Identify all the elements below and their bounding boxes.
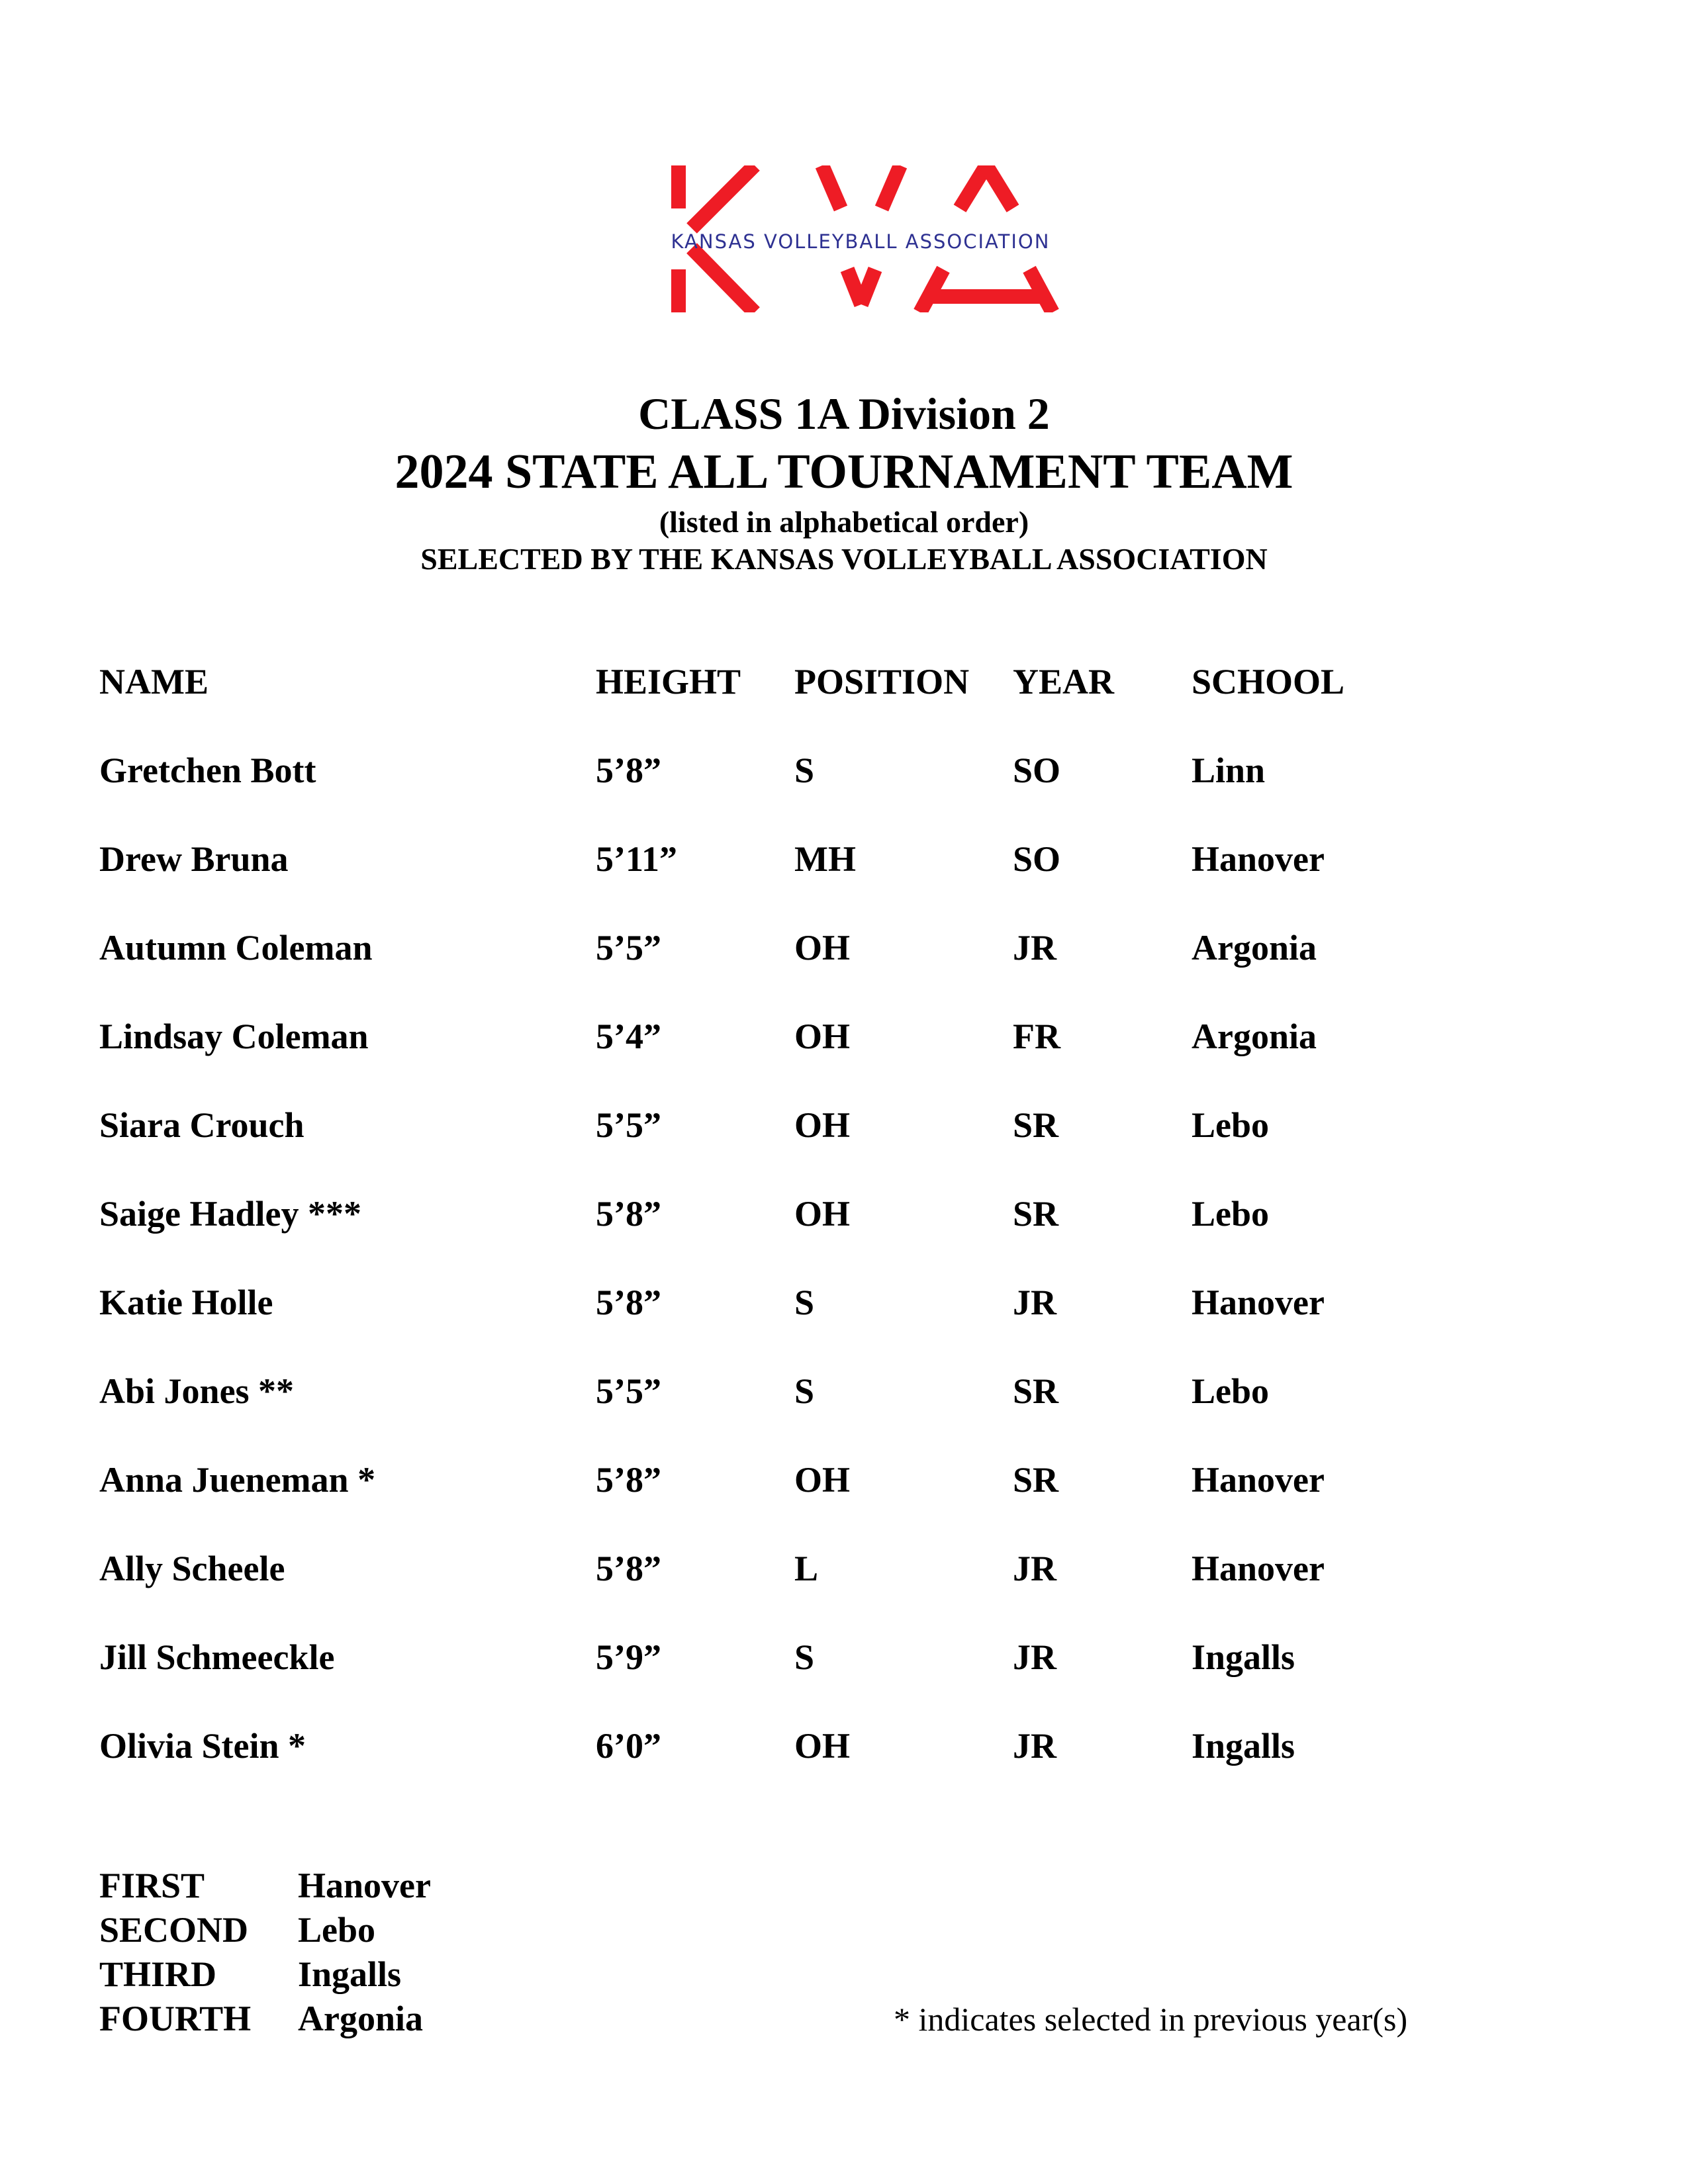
player-name: Siara Crouch: [99, 1105, 305, 1145]
player-position: OH: [794, 1105, 851, 1145]
player-year: FR: [1013, 1017, 1060, 1056]
player-height: 5’8”: [596, 1549, 661, 1588]
player-name: Abi Jones **: [99, 1371, 295, 1411]
player-year: JR: [1013, 928, 1056, 968]
player-position: MH: [794, 839, 856, 879]
player-school: Argonia: [1192, 1017, 1317, 1056]
player-year: JR: [1013, 1549, 1056, 1588]
player-position: L: [794, 1549, 819, 1588]
player-height: 5’8”: [596, 751, 661, 790]
player-name: Lindsay Coleman: [99, 1017, 369, 1056]
player-height: 5’9”: [596, 1637, 661, 1677]
player-name: Ally Scheele: [99, 1549, 285, 1588]
placement-label: FIRST: [99, 1866, 205, 1905]
logo-org-name: KANSAS VOLLEYBALL ASSOCIATION: [671, 230, 1051, 253]
player-position: OH: [794, 928, 851, 968]
player-name: Anna Jueneman *: [99, 1460, 376, 1500]
header-school: SCHOOL: [1192, 662, 1345, 702]
player-school: Lebo: [1192, 1194, 1270, 1234]
player-position: OH: [794, 1726, 851, 1766]
title-selected-by: SELECTED BY THE KANSAS VOLLEYBALL ASSOCIATION: [420, 542, 1268, 576]
player-height: 6’0”: [596, 1726, 661, 1766]
kva-logo: [649, 165, 1072, 312]
player-position: S: [794, 1371, 815, 1411]
player-height: 5’5”: [596, 1105, 661, 1145]
player-name: Jill Schmeeckle: [99, 1637, 335, 1677]
player-year: JR: [1013, 1726, 1056, 1766]
header-year: YEAR: [1013, 662, 1115, 702]
player-position: S: [794, 1283, 815, 1322]
player-position: S: [794, 1637, 815, 1677]
player-name: Gretchen Bott: [99, 751, 316, 790]
kva-logo-graphic: [649, 165, 1072, 312]
player-school: Hanover: [1192, 1283, 1325, 1322]
player-year: JR: [1013, 1637, 1056, 1677]
player-school: Lebo: [1192, 1371, 1270, 1411]
player-school: Ingalls: [1192, 1637, 1295, 1677]
title-order-note: (listed in alphabetical order): [659, 505, 1029, 539]
player-school: Lebo: [1192, 1105, 1270, 1145]
player-height: 5’5”: [596, 928, 661, 968]
title-team: 2024 STATE ALL TOURNAMENT TEAM: [395, 445, 1293, 499]
player-position: OH: [794, 1017, 851, 1056]
placement-team: Hanover: [298, 1866, 431, 1905]
player-school: Linn: [1192, 751, 1266, 790]
player-name: Saige Hadley ***: [99, 1194, 362, 1234]
player-name: Drew Bruna: [99, 839, 289, 879]
player-height: 5’8”: [596, 1194, 661, 1234]
player-school: Ingalls: [1192, 1726, 1295, 1766]
placement-team: Ingalls: [298, 1954, 402, 1994]
player-year: JR: [1013, 1283, 1056, 1322]
player-school: Hanover: [1192, 839, 1325, 879]
player-year: SO: [1013, 751, 1061, 790]
player-height: 5’5”: [596, 1371, 661, 1411]
player-school: Argonia: [1192, 928, 1317, 968]
player-year: SR: [1013, 1371, 1059, 1411]
player-position: S: [794, 751, 815, 790]
player-position: OH: [794, 1194, 851, 1234]
player-school: Hanover: [1192, 1460, 1325, 1500]
placement-team: Argonia: [298, 1999, 423, 2038]
placement-label: THIRD: [99, 1954, 217, 1994]
header-position: POSITION: [794, 662, 970, 702]
player-name: Autumn Coleman: [99, 928, 373, 968]
player-height: 5’8”: [596, 1460, 661, 1500]
title-class: CLASS 1A Division 2: [638, 388, 1050, 439]
placement-team: Lebo: [298, 1910, 376, 1950]
player-height: 5’8”: [596, 1283, 661, 1322]
header-name: NAME: [99, 662, 209, 702]
player-height: 5’4”: [596, 1017, 661, 1056]
placement-label: FOURTH: [99, 1999, 252, 2038]
placement-label: SECOND: [99, 1910, 249, 1950]
player-name: Olivia Stein *: [99, 1726, 306, 1766]
player-school: Hanover: [1192, 1549, 1325, 1588]
footnote: * indicates selected in previous year(s): [894, 2001, 1408, 2038]
header-height: HEIGHT: [596, 662, 741, 702]
player-year: SO: [1013, 839, 1061, 879]
player-height: 5’11”: [596, 839, 678, 879]
player-position: OH: [794, 1460, 851, 1500]
player-name: Katie Holle: [99, 1283, 273, 1322]
player-year: SR: [1013, 1194, 1059, 1234]
player-year: SR: [1013, 1460, 1059, 1500]
player-year: SR: [1013, 1105, 1059, 1145]
